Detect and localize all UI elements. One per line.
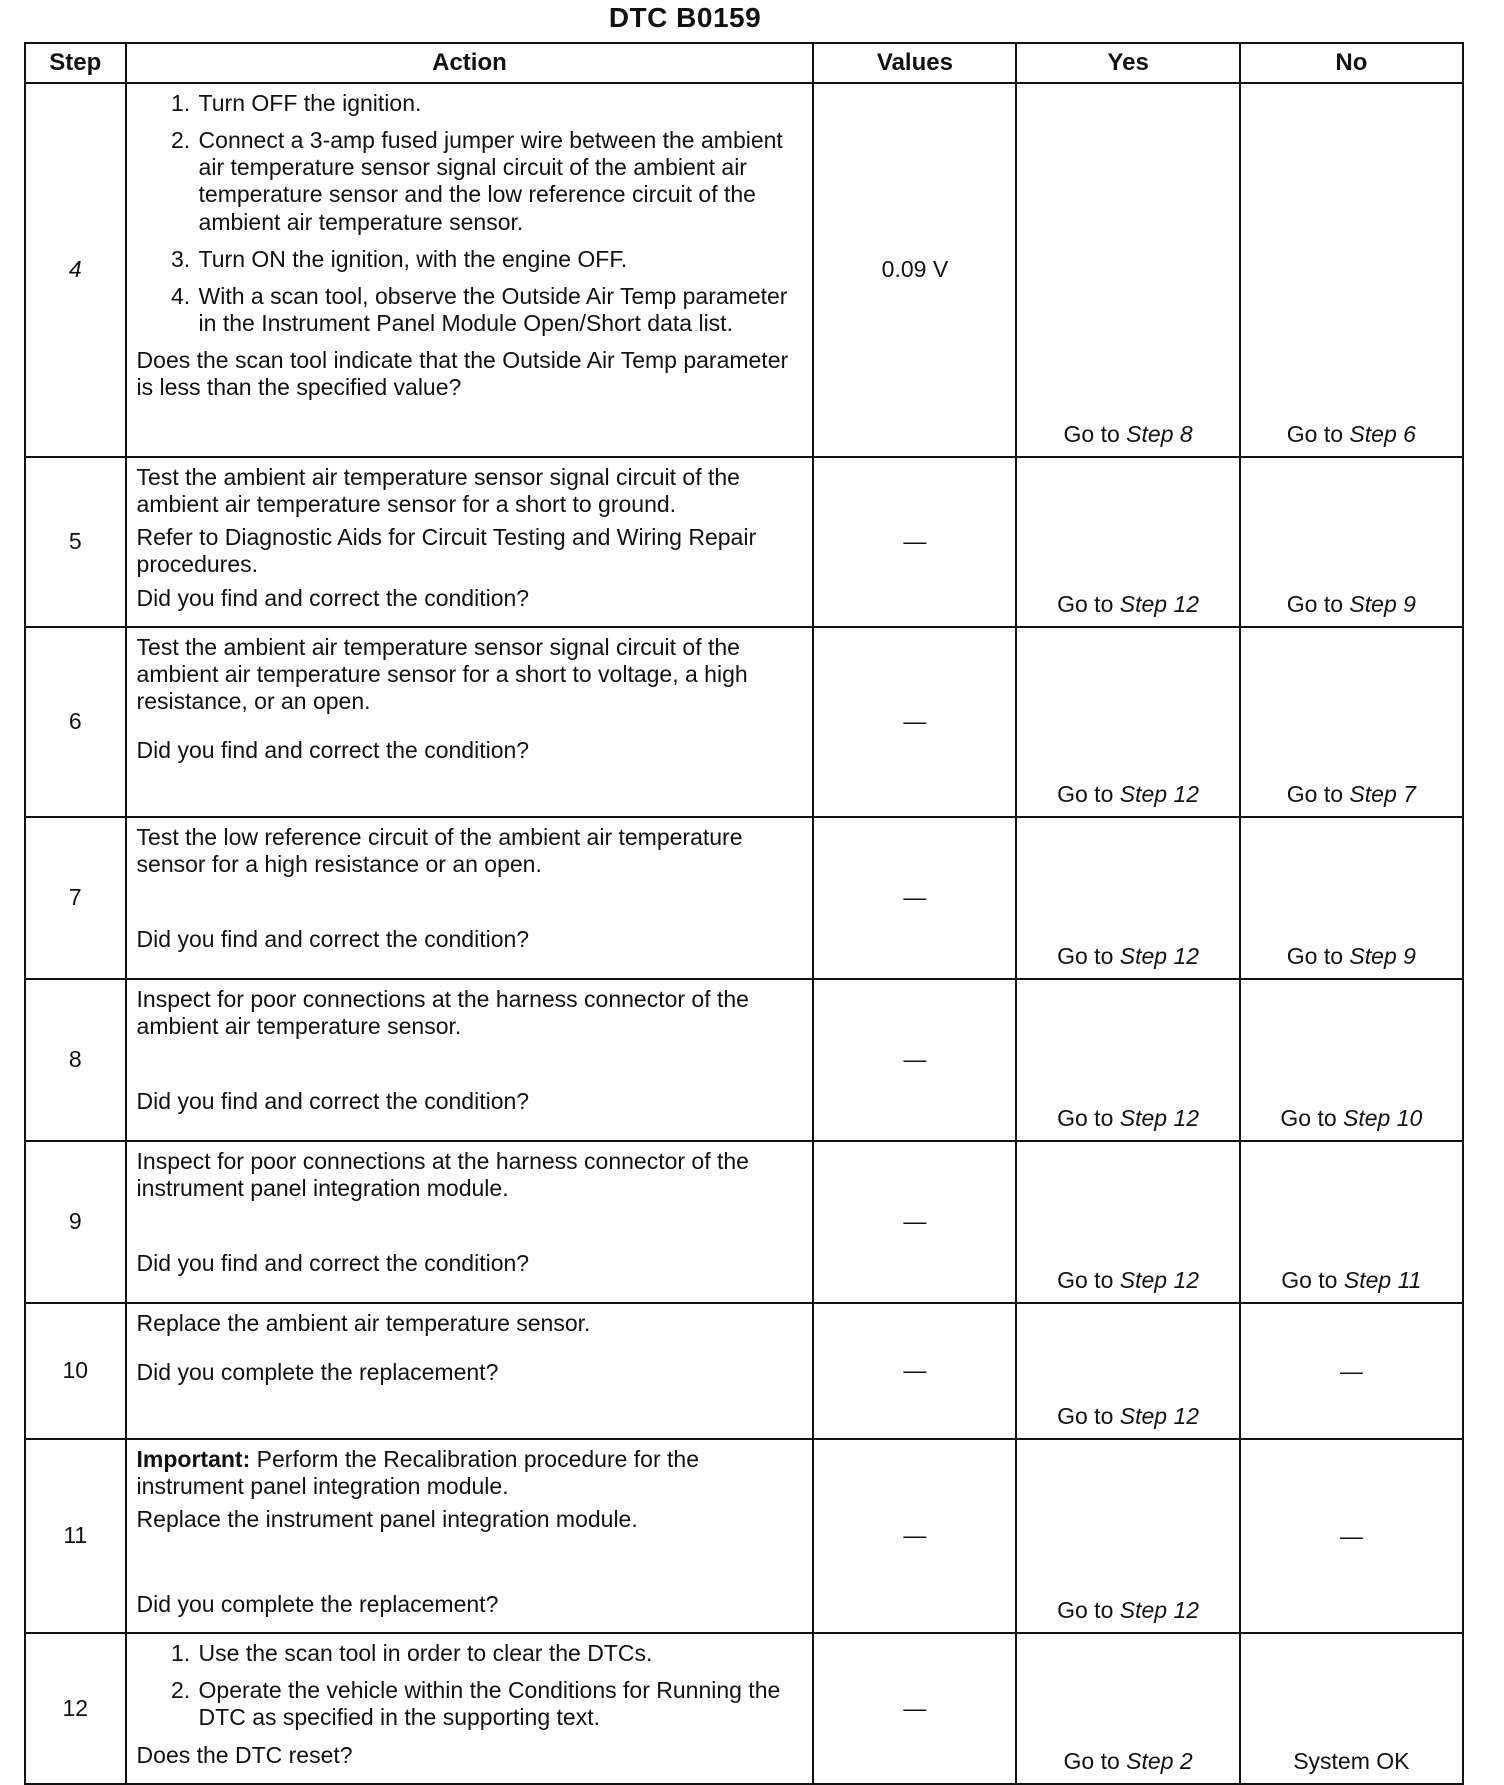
step-number: 8 (25, 979, 126, 1141)
action-text: Inspect for poor connections at the harness connector of the ambient air temperature sensor. (136, 985, 749, 1039)
yes-goto: Go to Step 8 (1063, 420, 1193, 447)
no-goto: Go to Step 9 (1286, 942, 1416, 969)
value-cell: 0.09 V (813, 83, 1016, 457)
important-label: Important: (136, 1445, 251, 1472)
yes-cell (1016, 817, 1239, 979)
no-cell: — (1240, 1439, 1463, 1634)
no-goto: Go to Step 7 (1286, 780, 1416, 807)
yes-goto: Go to Step 12 (1057, 1597, 1200, 1623)
yes-cell (1016, 1633, 1239, 1784)
action-question: Did you find and correct the condition? (136, 1249, 530, 1276)
yes-goto: Go to Step 12 (1057, 1266, 1200, 1293)
action-steps (137, 90, 805, 337)
step-number: 10 (25, 1303, 126, 1439)
action-text: Test the ambient air temperature sensor signal circuit of the ambient air temperature sensor for a short to ground. (136, 464, 740, 518)
no-cell (1240, 83, 1463, 457)
action-cell (126, 1439, 814, 1634)
no-cell: System OK (1240, 1633, 1463, 1784)
step-number: 9 (25, 1141, 126, 1303)
value-cell: — (813, 1439, 1016, 1634)
value-cell: — (813, 1141, 1016, 1303)
no-cell (1240, 1141, 1463, 1303)
no-cell (1240, 627, 1463, 817)
value-cell: — (813, 817, 1016, 979)
action-cell (126, 817, 814, 979)
value-cell: — (813, 1633, 1016, 1784)
header-values: Values (813, 43, 1016, 83)
yes-goto: Go to Step 12 (1057, 590, 1200, 617)
header-step: Step (25, 43, 126, 83)
step-number: 6 (25, 627, 126, 817)
yes-cell (1016, 979, 1239, 1141)
table-row (25, 83, 1463, 457)
no-goto: Go to Step 6 (1286, 420, 1416, 447)
header-yes: Yes (1016, 43, 1239, 83)
action-cell (126, 1633, 814, 1784)
action-question: Did you find and correct the condition? (136, 584, 530, 611)
action-step-item: 1. Turn OFF the ignition. (197, 90, 805, 117)
step-number: 12 (25, 1633, 126, 1784)
table-row (25, 1439, 1463, 1634)
action-question: Did you complete the replacement? (136, 1358, 499, 1385)
table-row (25, 817, 1463, 979)
action-question: Does the DTC reset? (136, 1741, 353, 1768)
step-number: 11 (25, 1439, 126, 1634)
value-cell: — (813, 1303, 1016, 1439)
yes-cell (1016, 1141, 1239, 1303)
step-number: 4 (25, 83, 126, 457)
step-number: 5 (25, 457, 126, 627)
header-action: Action (126, 43, 814, 83)
action-text: Test the low reference circuit of the ambient air temperature sensor for a high resistance or an open. (136, 823, 743, 877)
action-text: Replace the ambient air temperature sensor. (136, 1309, 591, 1336)
no-cell (1240, 979, 1463, 1141)
no-goto: Go to Step 9 (1286, 590, 1416, 617)
important-text: Perform the Recalibration procedure for the instrument panel integration module. (136, 1445, 699, 1499)
action-steps (137, 1640, 805, 1731)
action-cell (126, 457, 814, 627)
action-cell (126, 627, 814, 817)
action-text: Replace the instrument panel integration module. (136, 1505, 638, 1532)
no-goto: Go to Step 10 (1280, 1104, 1423, 1131)
table-row (25, 979, 1463, 1141)
action-cell (126, 1141, 814, 1303)
page-title: DTC B0159 (608, 2, 762, 33)
action-step-item: 1. Use the scan tool in order to clear the DTCs. (197, 1640, 805, 1667)
step-number: 7 (25, 817, 126, 979)
no-cell: — (1240, 1303, 1463, 1439)
action-text: Refer to Diagnostic Aids for Circuit Testing and Wiring Repair procedures. (136, 524, 757, 578)
table-row (25, 1141, 1463, 1303)
action-step-item: 2. Connect a 3-amp fused jumper wire between the ambient air temperature sensor signal circuit of the ambient air temperature sensor and the low reference circuit of the ambient air temperature sensor. (197, 127, 805, 236)
action-cell (126, 83, 814, 457)
yes-cell (1016, 457, 1239, 627)
yes-goto: Go to Step 12 (1057, 942, 1200, 969)
yes-goto: Go to Step 12 (1057, 1104, 1200, 1131)
action-step-item: 4. With a scan tool, observe the Outside Air Temp parameter in the Instrument Panel Module Open/Short data list. (197, 283, 805, 337)
yes-cell (1016, 83, 1239, 457)
header-no: No (1240, 43, 1463, 83)
yes-goto: Go to Step 12 (1057, 1402, 1200, 1429)
yes-cell (1016, 627, 1239, 817)
yes-goto: Go to Step 12 (1057, 780, 1200, 807)
action-step-item: 3. Turn ON the ignition, with the engine OFF. (197, 246, 805, 273)
action-step-item: 2. Operate the vehicle within the Conditions for Running the DTC as specified in the supporting text. (197, 1677, 805, 1731)
action-question: Did you find and correct the condition? (136, 737, 530, 763)
no-cell (1240, 817, 1463, 979)
table-row (25, 457, 1463, 627)
yes-cell (1016, 1303, 1239, 1439)
action-question: Did you find and correct the condition? (136, 925, 530, 952)
important-note (137, 1446, 805, 1500)
value-cell: — (813, 627, 1016, 817)
table-row (25, 627, 1463, 817)
action-question: Did you find and correct the condition? (136, 1087, 530, 1114)
value-cell: — (813, 979, 1016, 1141)
action-text: Inspect for poor connections at the harness connector of the instrument panel integration module. (136, 1147, 749, 1201)
action-question: Does the scan tool indicate that the Outside Air Temp parameter is less than the specified value? (136, 347, 789, 401)
header-row (25, 43, 1463, 83)
yes-cell (1016, 1439, 1239, 1634)
action-cell (126, 1303, 814, 1439)
table-row (25, 1633, 1463, 1784)
action-question: Did you complete the replacement? (136, 1591, 499, 1617)
action-text: Test the ambient air temperature sensor signal circuit of the ambient air temperature sensor for a short to voltage, a high resistance, or an open. (136, 633, 748, 714)
table-row (25, 1303, 1463, 1439)
value-cell: — (813, 457, 1016, 627)
diagnostic-table (24, 42, 1464, 1785)
no-cell (1240, 457, 1463, 627)
yes-goto: Go to Step 2 (1063, 1747, 1193, 1774)
action-cell (126, 979, 814, 1141)
no-goto: Go to Step 11 (1281, 1266, 1422, 1293)
